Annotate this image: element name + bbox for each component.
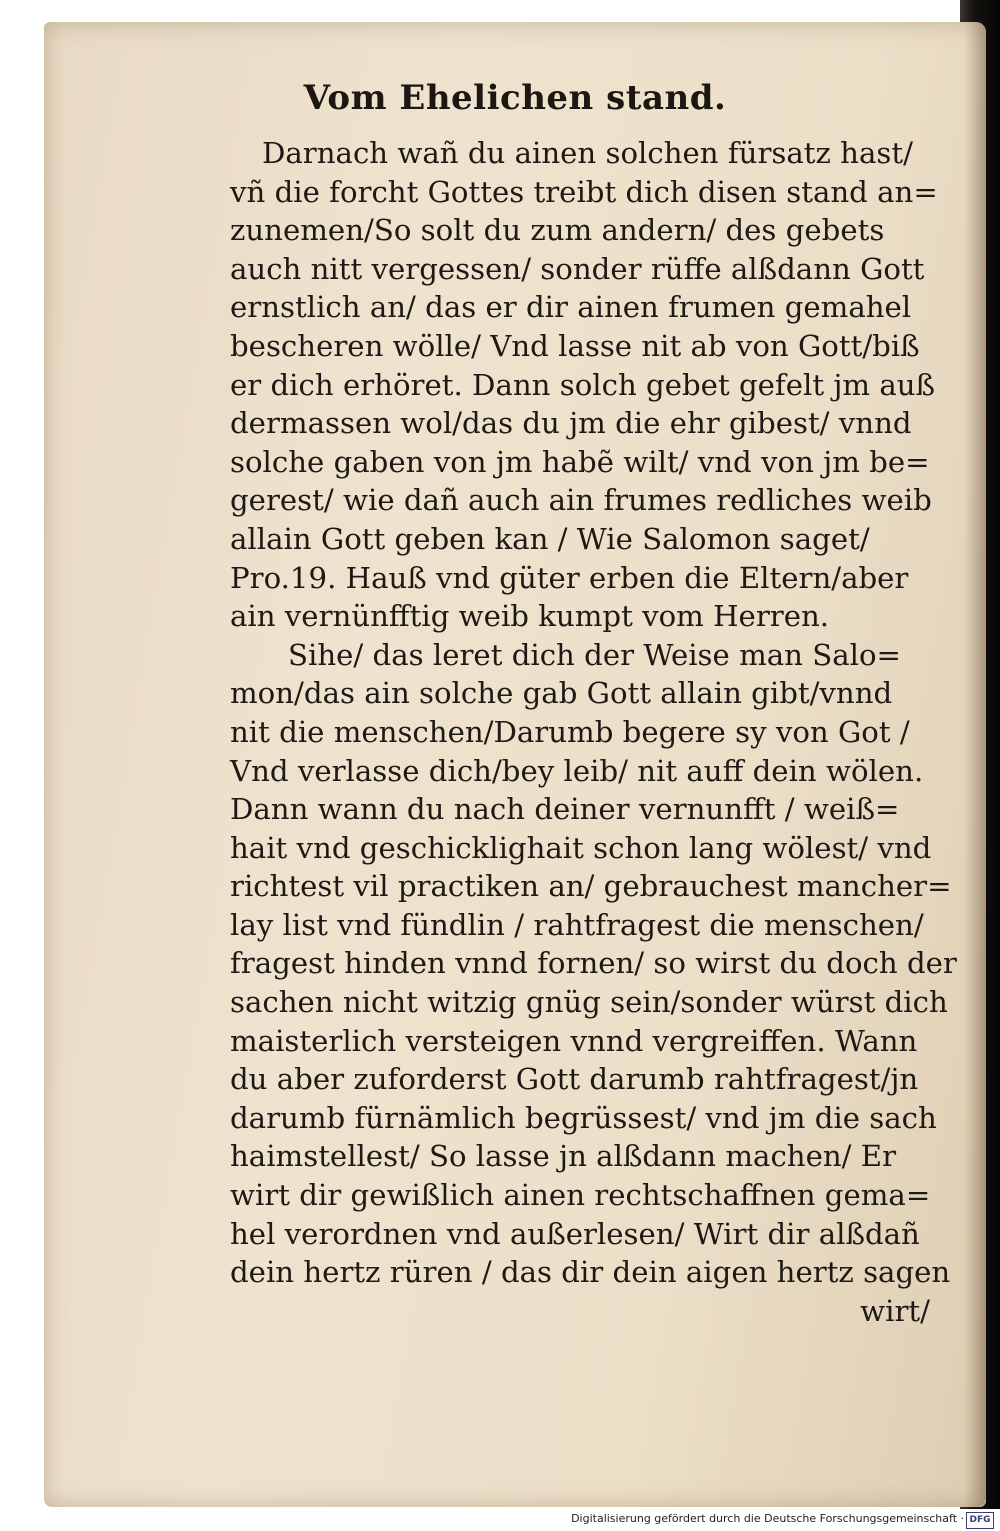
text-line: Sihe/ das leret dich der Weise man Salo=: [288, 637, 901, 672]
book-page: [44, 22, 986, 1507]
running-head: Vom Ehelichen stand.: [303, 78, 727, 118]
text-line: hel verordnen vnd außerlesen/ Wirt dir alßdañ: [230, 1216, 920, 1251]
text-line: bescheren wölle/ Vnd lasse nit ab von Gott/biß: [230, 328, 920, 363]
text-line: hait vnd geschicklighait schon lang wölest/ vnd: [230, 830, 932, 865]
text-line: nit die menschen/Darumb begere sy von Got /: [230, 714, 910, 749]
text-line: Dann wann du nach deiner vernunfft / weiß=: [230, 792, 900, 827]
text-line: Vnd verlasse dich/bey leib/ nit auff dein wölen.: [230, 753, 924, 788]
text-line: allain Gott geben kan / Wie Salomon saget/: [230, 521, 870, 556]
text-line: du aber zuforderst Gott darumb rahtfragest/jn: [230, 1062, 919, 1097]
text-line: lay list vnd fündlin / rahtfragest die menschen/: [230, 907, 924, 942]
text-line: maisterlich versteigen vnnd vergreiffen. Wann: [230, 1023, 918, 1058]
text-line: Darnach wañ du ainen solchen fürsatz hast/: [262, 136, 913, 170]
funding-credit: Digitalisierung gefördert durch die Deutsche Forschungsgemeinschaft ·: [571, 1512, 964, 1525]
text-line: vñ die forcht Gottes treibt dich disen stand an=: [230, 174, 938, 209]
text-line: darumb fürnämlich begrüssest/ vnd jm die sach: [230, 1100, 937, 1135]
text-line: haimstellest/ So lasse jn alßdann machen/ Er: [230, 1139, 897, 1174]
digitization-footer: [0, 1509, 1000, 1531]
text-line: dermassen wol/das du jm die ehr gibest/ vnnd: [230, 406, 912, 441]
page-gutter-shadow: [964, 22, 986, 1507]
text-line: er dich erhöret. Dann solch gebet gefelt jm auß: [230, 367, 936, 402]
text-line: wirt dir gewißlich ainen rechtschaffnen gema=: [230, 1178, 931, 1213]
text-line: dein hertz rüren / das dir dein aigen hertz sagen: [230, 1255, 951, 1290]
catchword: wirt/: [860, 1293, 930, 1328]
text-line: ernstlich an/ das er dir ainen frumen gemahel: [230, 290, 912, 325]
dfg-logo-icon: DFG: [966, 1512, 994, 1529]
text-line: richtest vil practiken an/ gebrauchest mancher=: [230, 869, 952, 904]
text-line: solche gaben von jm habẽ wilt/ vnd von jm be=: [230, 444, 930, 479]
text-line: mon/das ain solche gab Gott allain gibt/vnnd: [230, 676, 893, 711]
text-line: auch nitt vergessen/ sonder rüffe alßdann Gott: [230, 251, 925, 286]
text-line: fragest hinden vnnd fornen/ so wirst du doch der: [230, 946, 957, 981]
text-line: gerest/ wie dañ auch ain frumes redliches weib: [230, 483, 932, 518]
text-line: sachen nicht witzig gnüg sein/sonder würst dich: [230, 985, 948, 1020]
text-line: zunemen/So solt du zum andern/ des gebets: [230, 213, 885, 248]
text-line: Pro.19. Hauß vnd güter erben die Eltern/aber: [230, 560, 909, 595]
body-text: [230, 134, 957, 1330]
text-line: ain vernünfftig weib kumpt vom Herren.: [230, 599, 830, 634]
